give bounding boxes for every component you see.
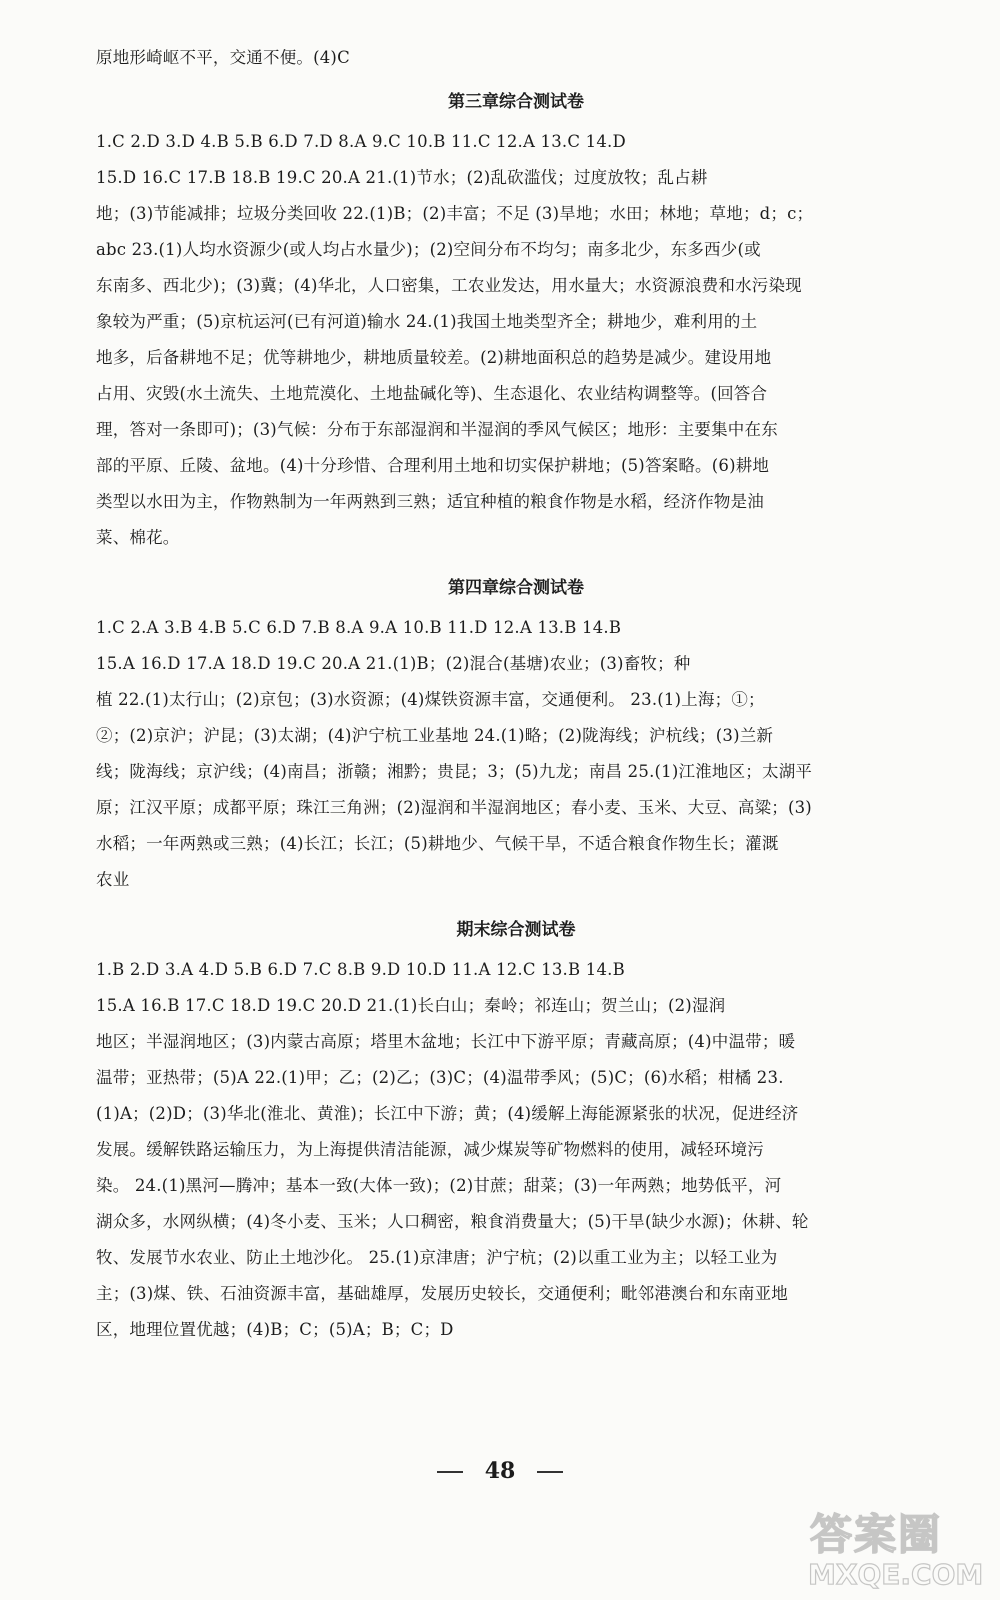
answer-line: 主；(3)煤、铁、石油资源丰富，基础雄厚，发展历史较长，交通便利；毗邻港澳台和东南亚地 — [96, 1284, 788, 1303]
intro-line: 原地形崎岖不平，交通不便。(4)C — [96, 48, 350, 67]
answer-line: 1.C 2.D 3.D 4.B 5.B 6.D 7.D 8.A 9.C 10.B 11.C 12.A 13.C 14.D — [96, 132, 626, 151]
section-title: 第四章综合测试卷 — [448, 578, 584, 598]
answer-line: abc 23.(1)人均水资源少(或人均占水量少)；(2)空间分布不均匀；南多北少，东多西少(或 — [96, 240, 761, 259]
footer-dash-right — [537, 1471, 563, 1473]
answer-line: 温带；亚热带；(5)A 22.(1)甲；乙；(2)乙；(3)C；(4)温带季风；(5)C；(6)水稻；柑橘 23. — [96, 1068, 784, 1087]
answer-line: 水稻；一年两熟或三熟；(4)长江；长江；(5)耕地少、气候干旱，不适合粮食作物生长；灌溉 — [96, 834, 779, 853]
answer-line: 地；(3)节能减排；垃圾分类回收 22.(1)B；(2)丰富；不足 (3)旱地；水田；林地；草地；d；c； — [96, 204, 814, 223]
answer-line: 湖众多，水网纵横；(4)冬小麦、玉米；人口稠密，粮食消费量大；(5)干旱(缺少水源)；休耕、轮 — [96, 1212, 809, 1231]
answer-line: 1.B 2.D 3.A 4.D 5.B 6.D 7.C 8.B 9.D 10.D 11.A 12.C 13.B 14.B — [96, 960, 625, 979]
answer-line: 东南多、西北少)；(3)冀；(4)华北，人口密集，工农业发达，用水量大；水资源浪费和水污染现 — [96, 276, 802, 295]
footer-dash-left — [437, 1471, 463, 1473]
watermark-url: MXQE.COM — [808, 1558, 984, 1591]
answer-line: 占用、灾毁(水土流失、土地荒漠化、土地盐碱化等)、生态退化、农业结构调整等。(回答合 — [96, 384, 768, 403]
answer-line: 15.A 16.B 17.C 18.D 19.C 20.D 21.(1)长白山；秦岭；祁连山；贺兰山；(2)湿润 — [96, 996, 726, 1015]
answer-line: 农业 — [96, 870, 130, 889]
answer-line: 类型以水田为主，作物熟制为一年两熟到三熟；适宜种植的粮食作物是水稻，经济作物是油 — [96, 492, 764, 511]
answer-line: 理，答对一条即可)；(3)气候：分布于东部湿润和半湿润的季风气候区；地形：主要集中在东 — [96, 420, 778, 439]
answer-line: 地区；半湿润地区；(3)内蒙古高原；塔里木盆地；长江中下游平原；青藏高原；(4)中温带；暖 — [96, 1032, 796, 1051]
watermark-text: 答案圈 — [810, 1510, 943, 1559]
page-number: 48 — [484, 1458, 516, 1484]
answer-line: 牧、发展节水农业、防止土地沙化。 25.(1)京津唐；沪宁杭；(2)以重工业为主；以轻工业为 — [96, 1248, 778, 1267]
answer-line: ②；(2)京沪；沪昆；(3)太湖；(4)沪宁杭工业基地 24.(1)略；(2)陇海线；沪杭线；(3)兰新 — [96, 726, 774, 745]
section-title: 第三章综合测试卷 — [448, 92, 584, 112]
answer-line: 发展。缓解铁路运输压力，为上海提供清洁能源，减少煤炭等矿物燃料的使用，减轻环境污 — [96, 1140, 764, 1159]
answer-line: (1)A；(2)D；(3)华北(淮北、黄淮)；长江中下游；黄；(4)缓解上海能源紧张的状况，促进经济 — [96, 1104, 799, 1123]
answer-line: 1.C 2.A 3.B 4.B 5.C 6.D 7.B 8.A 9.A 10.B 11.D 12.A 13.B 14.B — [96, 618, 622, 637]
answer-line: 地多，后备耕地不足；优等耕地少，耕地质量较差。(2)耕地面积总的趋势是减少。建设用地 — [96, 348, 772, 367]
section-gap — [96, 1348, 936, 1354]
sections-container — [96, 80, 936, 1354]
answer-line: 区，地理位置优越；(4)B；C；(5)A；B；C；D — [96, 1320, 454, 1339]
section-gap — [96, 898, 936, 904]
answer-line: 15.A 16.D 17.A 18.D 19.C 20.A 21.(1)B；(2)混合(基塘)农业；(3)畜牧；种 — [96, 654, 691, 673]
answer-line: 菜、棉花。 — [96, 528, 180, 547]
section-title: 期末综合测试卷 — [456, 920, 576, 940]
answer-page — [96, 40, 936, 1354]
answer-line: 15.D 16.C 17.B 18.B 19.C 20.A 21.(1)节水；(2)乱砍滥伐；过度放牧；乱占耕 — [96, 168, 708, 187]
watermark-logo — [808, 1500, 988, 1596]
answer-line: 染。 24.(1)黑河—腾冲；基本一致(大体一致)；(2)甘蔗；甜菜；(3)一年两熟；地势低平，河 — [96, 1176, 782, 1195]
answer-line: 象较为严重；(5)京杭运河(已有河道)输水 24.(1)我国土地类型齐全；耕地少，难利用的土 — [96, 312, 758, 331]
page-footer — [0, 1458, 1000, 1484]
answer-line: 线；陇海线；京沪线；(4)南昌；浙赣；湘黔；贵昆；3；(5)九龙；南昌 25.(1)江淮地区；太湖平 — [96, 762, 813, 781]
answer-line: 部的平原、丘陵、盆地。(4)十分珍惜、合理利用土地和切实保护耕地；(5)答案略。(6)耕地 — [96, 456, 770, 475]
answer-line: 植 22.(1)太行山；(2)京包；(3)水资源；(4)煤铁资源丰富，交通便利。 23.(1)上海；①； — [96, 690, 765, 709]
section-gap — [96, 556, 936, 562]
answer-line: 原；江汉平原；成都平原；珠江三角洲；(2)湿润和半湿润地区；春小麦、玉米、大豆、高粱；(3) — [96, 798, 812, 817]
